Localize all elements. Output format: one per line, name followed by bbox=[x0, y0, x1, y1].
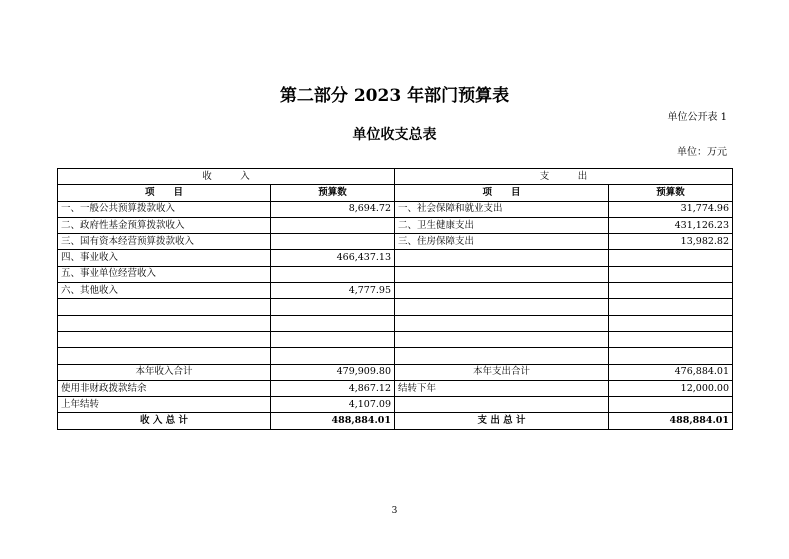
table-row bbox=[58, 250, 733, 266]
income-value: 4,777.95 bbox=[271, 283, 395, 299]
income-item bbox=[58, 348, 271, 364]
table-row bbox=[58, 266, 733, 282]
total-row bbox=[58, 413, 733, 429]
page-title: 第二部分 2023 年部门预算表 bbox=[279, 86, 510, 106]
income-value: 8,694.72 bbox=[271, 201, 395, 217]
expense-total-value: 488,884.01 bbox=[609, 413, 733, 429]
expense-value bbox=[609, 250, 733, 266]
expense-item bbox=[395, 283, 609, 299]
table-row bbox=[58, 348, 733, 364]
income-item bbox=[58, 299, 271, 315]
expense-subtotal-label: 本年支出合计 bbox=[395, 364, 609, 380]
expense-item bbox=[395, 331, 609, 347]
budget-summary-table bbox=[57, 168, 733, 430]
income-value bbox=[271, 217, 395, 233]
income-value bbox=[271, 299, 395, 315]
expense-item bbox=[395, 348, 609, 364]
income-value: 466,437.13 bbox=[271, 250, 395, 266]
income-value bbox=[271, 348, 395, 364]
expense-item bbox=[395, 315, 609, 331]
expense-value bbox=[609, 397, 733, 413]
expense-item: 一、社会保障和就业支出 bbox=[395, 201, 609, 217]
expense-value bbox=[609, 331, 733, 347]
column-header-row bbox=[58, 185, 733, 201]
income-value bbox=[271, 266, 395, 282]
expense-item: 二、卫生健康支出 bbox=[395, 217, 609, 233]
income-total-value: 488,884.01 bbox=[271, 413, 395, 429]
income-total-label: 收 入 总 计 bbox=[58, 413, 271, 429]
income-subtotal-value: 479,909.80 bbox=[271, 364, 395, 380]
expense-total-label: 支 出 总 计 bbox=[395, 413, 609, 429]
expense-budget-header: 预算数 bbox=[609, 185, 733, 201]
income-item: 二、政府性基金预算拨款收入 bbox=[58, 217, 271, 233]
expense-value bbox=[609, 283, 733, 299]
expense-item: 结转下年 bbox=[395, 380, 609, 396]
subtotal-row bbox=[58, 364, 733, 380]
income-item: 上年结转 bbox=[58, 397, 271, 413]
expense-item bbox=[395, 397, 609, 413]
expense-subtotal-value: 476,884.01 bbox=[609, 364, 733, 380]
expense-value bbox=[609, 315, 733, 331]
income-item: 五、事业单位经营收入 bbox=[58, 266, 271, 282]
income-item: 六、其他收入 bbox=[58, 283, 271, 299]
income-value bbox=[271, 234, 395, 250]
income-item: 四、事业收入 bbox=[58, 250, 271, 266]
table-row bbox=[58, 217, 733, 233]
income-item bbox=[58, 331, 271, 347]
income-budget-header: 预算数 bbox=[271, 185, 395, 201]
expense-value bbox=[609, 348, 733, 364]
expense-value: 13,982.82 bbox=[609, 234, 733, 250]
expense-value bbox=[609, 299, 733, 315]
table-title: 单位收支总表 bbox=[352, 127, 437, 143]
expense-value: 31,774.96 bbox=[609, 201, 733, 217]
table-row bbox=[58, 315, 733, 331]
expense-item: 三、住房保障支出 bbox=[395, 234, 609, 250]
expense-value: 431,126.23 bbox=[609, 217, 733, 233]
expense-value bbox=[609, 266, 733, 282]
section-header-row bbox=[58, 169, 733, 185]
table-row bbox=[58, 283, 733, 299]
table-row bbox=[58, 234, 733, 250]
income-item: 使用非财政拨款结余 bbox=[58, 380, 271, 396]
expense-value: 12,000.00 bbox=[609, 380, 733, 396]
income-item bbox=[58, 315, 271, 331]
table-row bbox=[58, 397, 733, 413]
form-number: 单位公开表 1 bbox=[667, 112, 727, 123]
income-item: 一、一般公共预算拨款收入 bbox=[58, 201, 271, 217]
table-row bbox=[58, 331, 733, 347]
table-row bbox=[58, 380, 733, 396]
income-item: 三、国有资本经营预算拨款收入 bbox=[58, 234, 271, 250]
income-subtotal-label: 本年收入合计 bbox=[58, 364, 271, 380]
income-value bbox=[271, 331, 395, 347]
unit-label: 单位：万元 bbox=[677, 147, 727, 158]
expense-item bbox=[395, 250, 609, 266]
expense-item-header: 项 目 bbox=[395, 185, 609, 201]
page-number: 3 bbox=[391, 506, 398, 516]
expense-item bbox=[395, 299, 609, 315]
table-row bbox=[58, 201, 733, 217]
income-value: 4,107.09 bbox=[271, 397, 395, 413]
table-row bbox=[58, 299, 733, 315]
income-value bbox=[271, 315, 395, 331]
income-item-header: 项 目 bbox=[58, 185, 271, 201]
income-header: 收 入 bbox=[58, 169, 395, 185]
expense-header: 支 出 bbox=[395, 169, 733, 185]
expense-item bbox=[395, 266, 609, 282]
income-value: 4,867.12 bbox=[271, 380, 395, 396]
